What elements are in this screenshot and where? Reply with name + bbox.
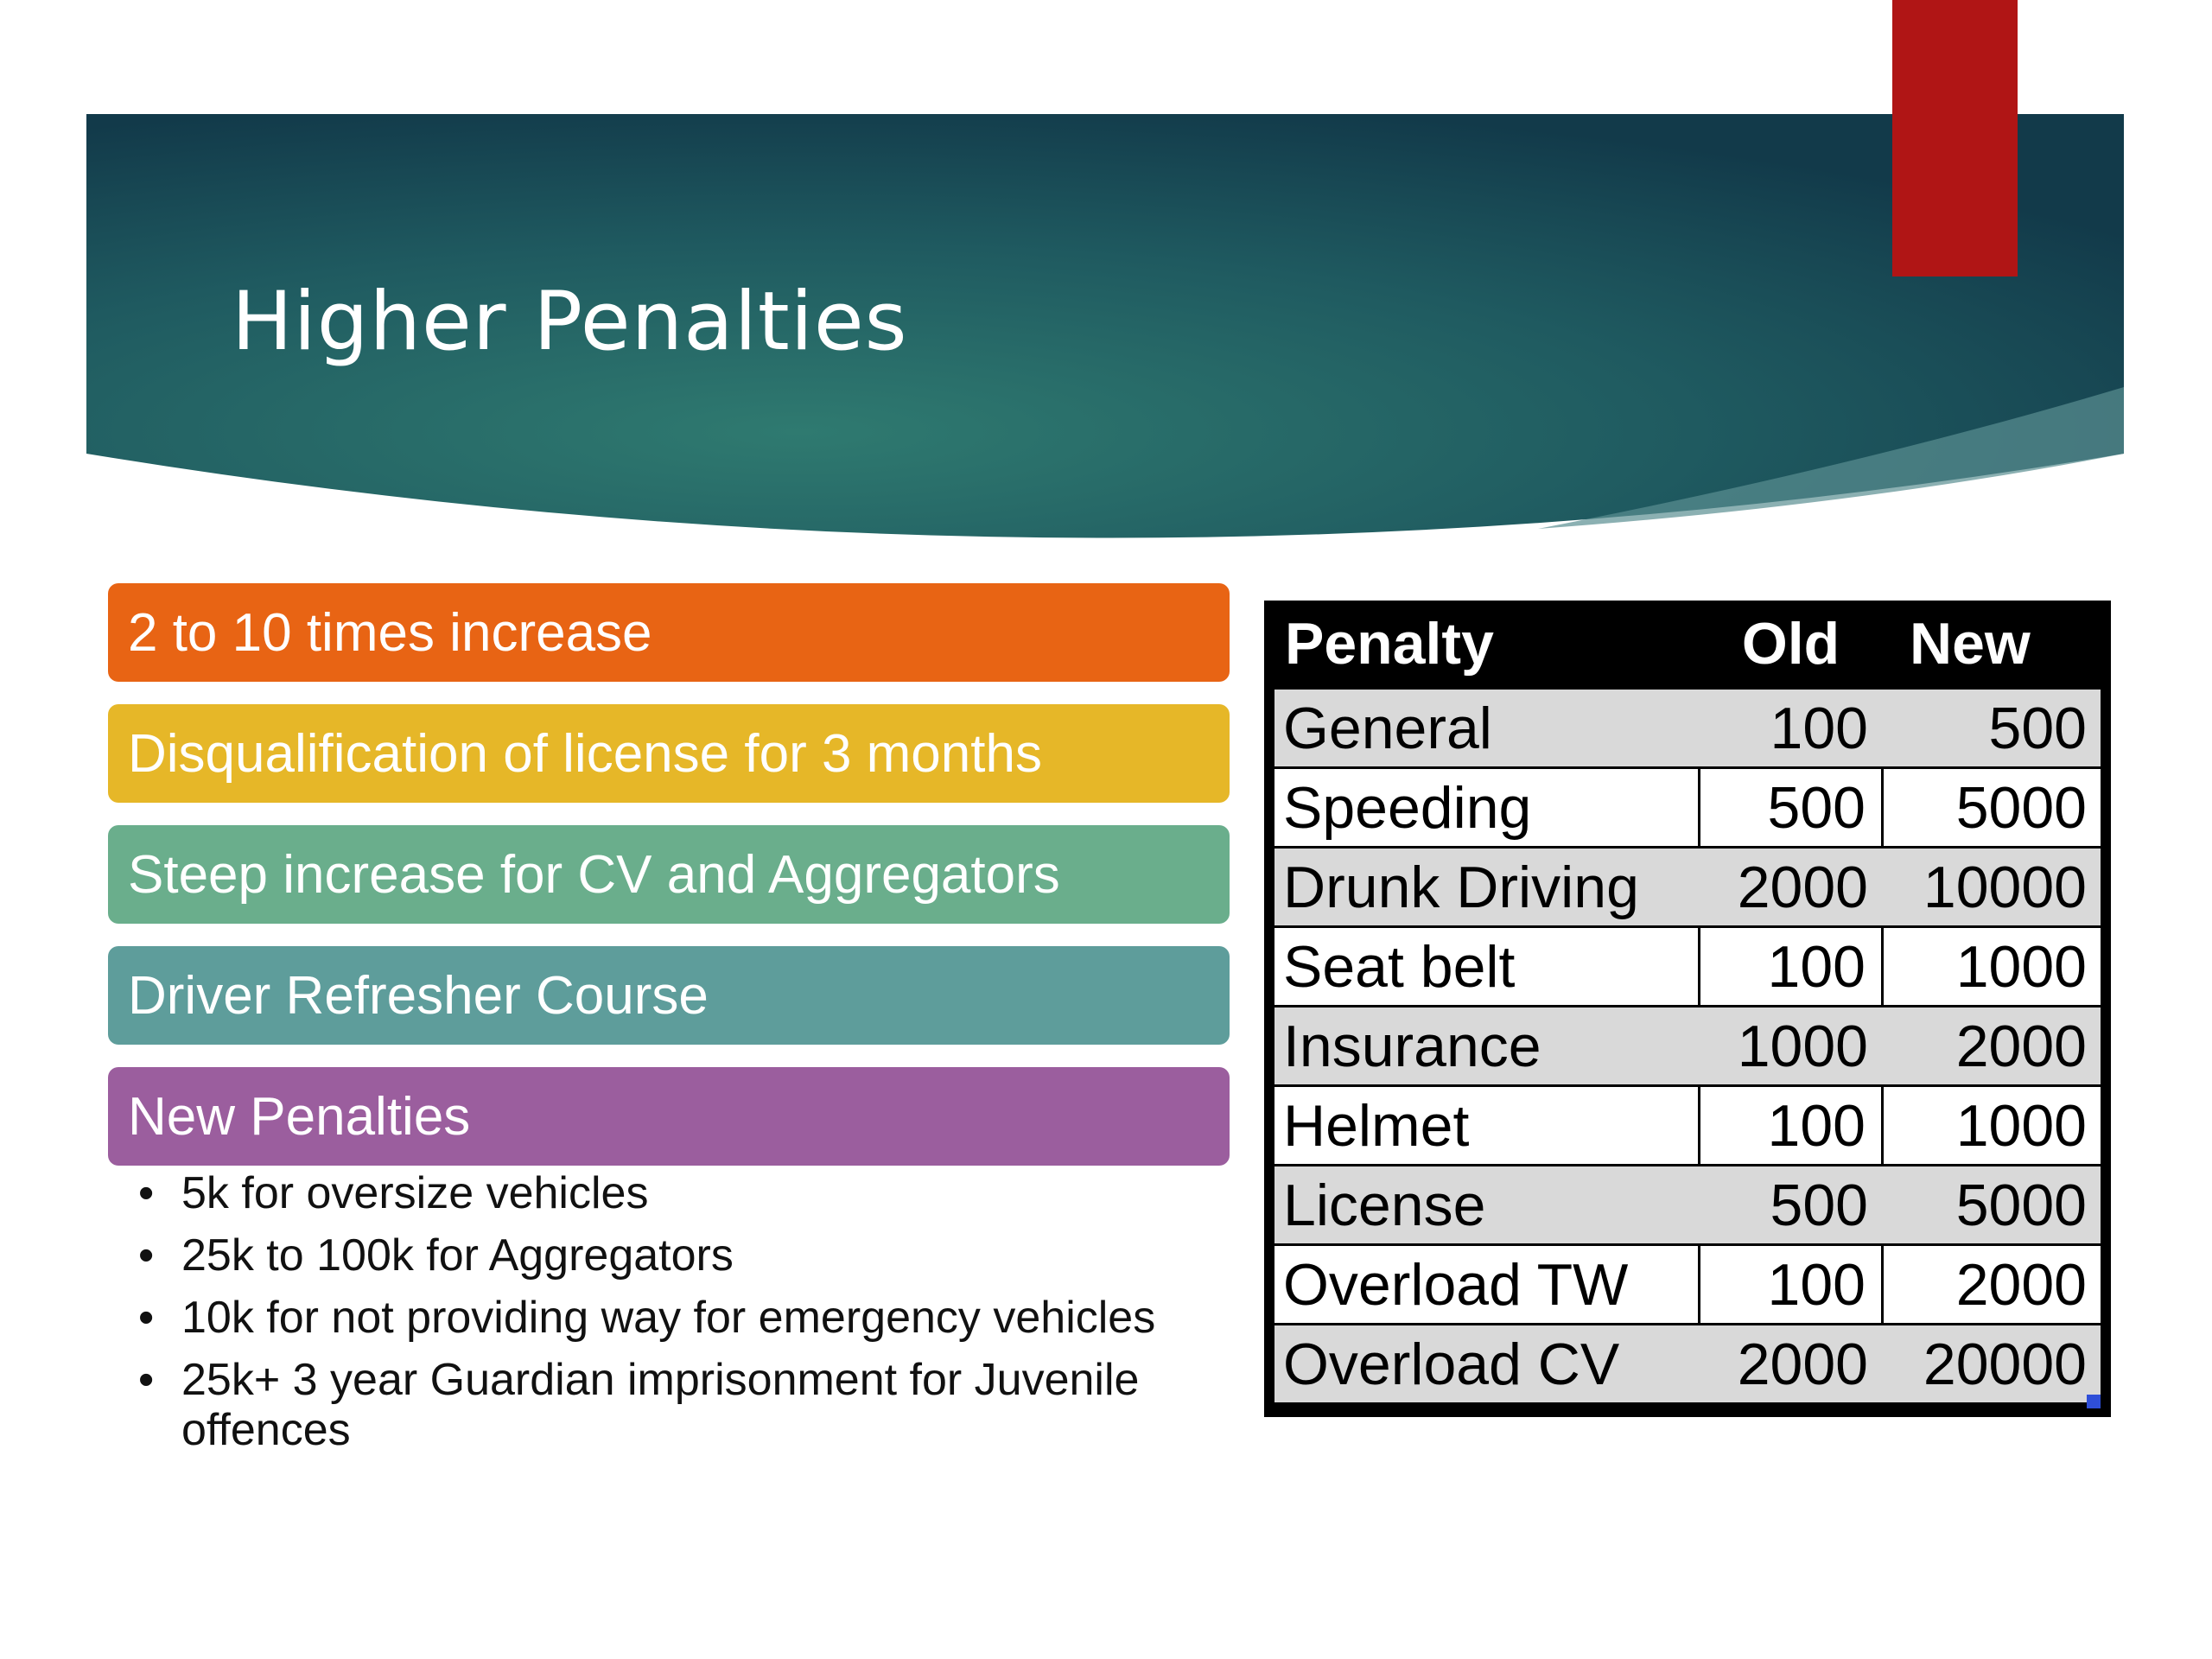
cell-old: 100	[1698, 928, 1884, 1005]
bullet-dot: •	[138, 1168, 155, 1218]
cell-penalty: Helmet	[1283, 1092, 1470, 1159]
cell-new: 1000	[1955, 1092, 2087, 1159]
table-row	[1274, 1166, 2101, 1243]
table-row	[1274, 1087, 2101, 1164]
bar-label: Driver Refresher Course	[128, 965, 709, 1026]
cell-old: 2000	[1737, 854, 1868, 920]
bar-label: Steep increase for CV and Aggregators	[128, 844, 1060, 905]
cell-new: 20000	[1923, 1331, 2087, 1397]
cell-old: 100	[1698, 1087, 1884, 1164]
cell-new: 1000	[1955, 933, 2087, 1000]
table-row	[1274, 769, 2101, 846]
cell-old: 500	[1698, 769, 1884, 846]
bar-refresher-course	[108, 946, 1230, 1045]
table-header-row	[1274, 601, 2101, 687]
bar-label: Disqualification of license for 3 months	[128, 723, 1042, 784]
list-item: • 10k for not providing way for emergency vehicles	[138, 1293, 1156, 1343]
resize-handle[interactable]	[2087, 1395, 2101, 1408]
cell-new: 5000	[1955, 1172, 2087, 1238]
cell-old: 2000	[1737, 1331, 1868, 1397]
cell-penalty: License	[1283, 1172, 1486, 1238]
table-row	[1274, 1007, 2101, 1084]
cell-new: 2000	[1955, 1013, 2087, 1079]
bar-times-increase	[108, 583, 1230, 682]
bullet-dot: •	[138, 1230, 155, 1281]
cell-old: 100	[1770, 695, 1868, 761]
cell-old: 1000	[1737, 1013, 1868, 1079]
bar-steep-increase	[108, 825, 1230, 924]
cell-penalty: Overload TW	[1283, 1251, 1629, 1318]
new-penalties-list	[138, 1168, 1210, 1467]
bar-label: New Penalties	[128, 1086, 471, 1147]
table-row	[1274, 1325, 2101, 1402]
cell-penalty: General	[1283, 695, 1492, 761]
header-new: New	[1910, 611, 2031, 677]
cell-penalty: Drunk Driving	[1283, 854, 1639, 920]
cell-penalty: Overload CV	[1283, 1331, 1620, 1397]
table-row	[1274, 690, 2101, 766]
cell-penalty: Insurance	[1283, 1013, 1541, 1079]
table-row	[1274, 928, 2101, 1005]
cell-penalty: Seat belt	[1283, 933, 1516, 1000]
table-row	[1274, 849, 2101, 925]
cell-new: 5000	[1955, 774, 2087, 841]
cell-new: 2000	[1955, 1251, 2087, 1318]
slide-title: Higher Penalties	[232, 275, 908, 369]
penalty-table[interactable]	[1264, 601, 2111, 1417]
cell-new: 500	[1988, 695, 2087, 761]
bar-disqualification	[108, 704, 1230, 803]
cell-new: 10000	[1923, 854, 2087, 920]
cell-old: 500	[1770, 1172, 1868, 1238]
header-old: Old	[1741, 611, 1840, 677]
list-item: • 5k for oversize vehicles	[138, 1168, 649, 1218]
bullet-dot: •	[138, 1355, 155, 1405]
cell-old: 100	[1698, 1246, 1884, 1323]
list-item: • 25k+ 3 year Guardian imprisonment for Juvenile offences	[138, 1355, 1140, 1455]
bar-new-penalties	[108, 1067, 1230, 1166]
bullet-dot: •	[138, 1293, 155, 1343]
table-row	[1274, 1246, 2101, 1323]
cell-penalty: Speeding	[1283, 774, 1532, 841]
bar-label: 2 to 10 times increase	[128, 602, 652, 663]
red-bookmark-tab	[1892, 0, 2018, 276]
header-penalty: Penalty	[1285, 611, 1494, 677]
list-item: • 25k to 100k for Aggregators	[138, 1230, 734, 1281]
